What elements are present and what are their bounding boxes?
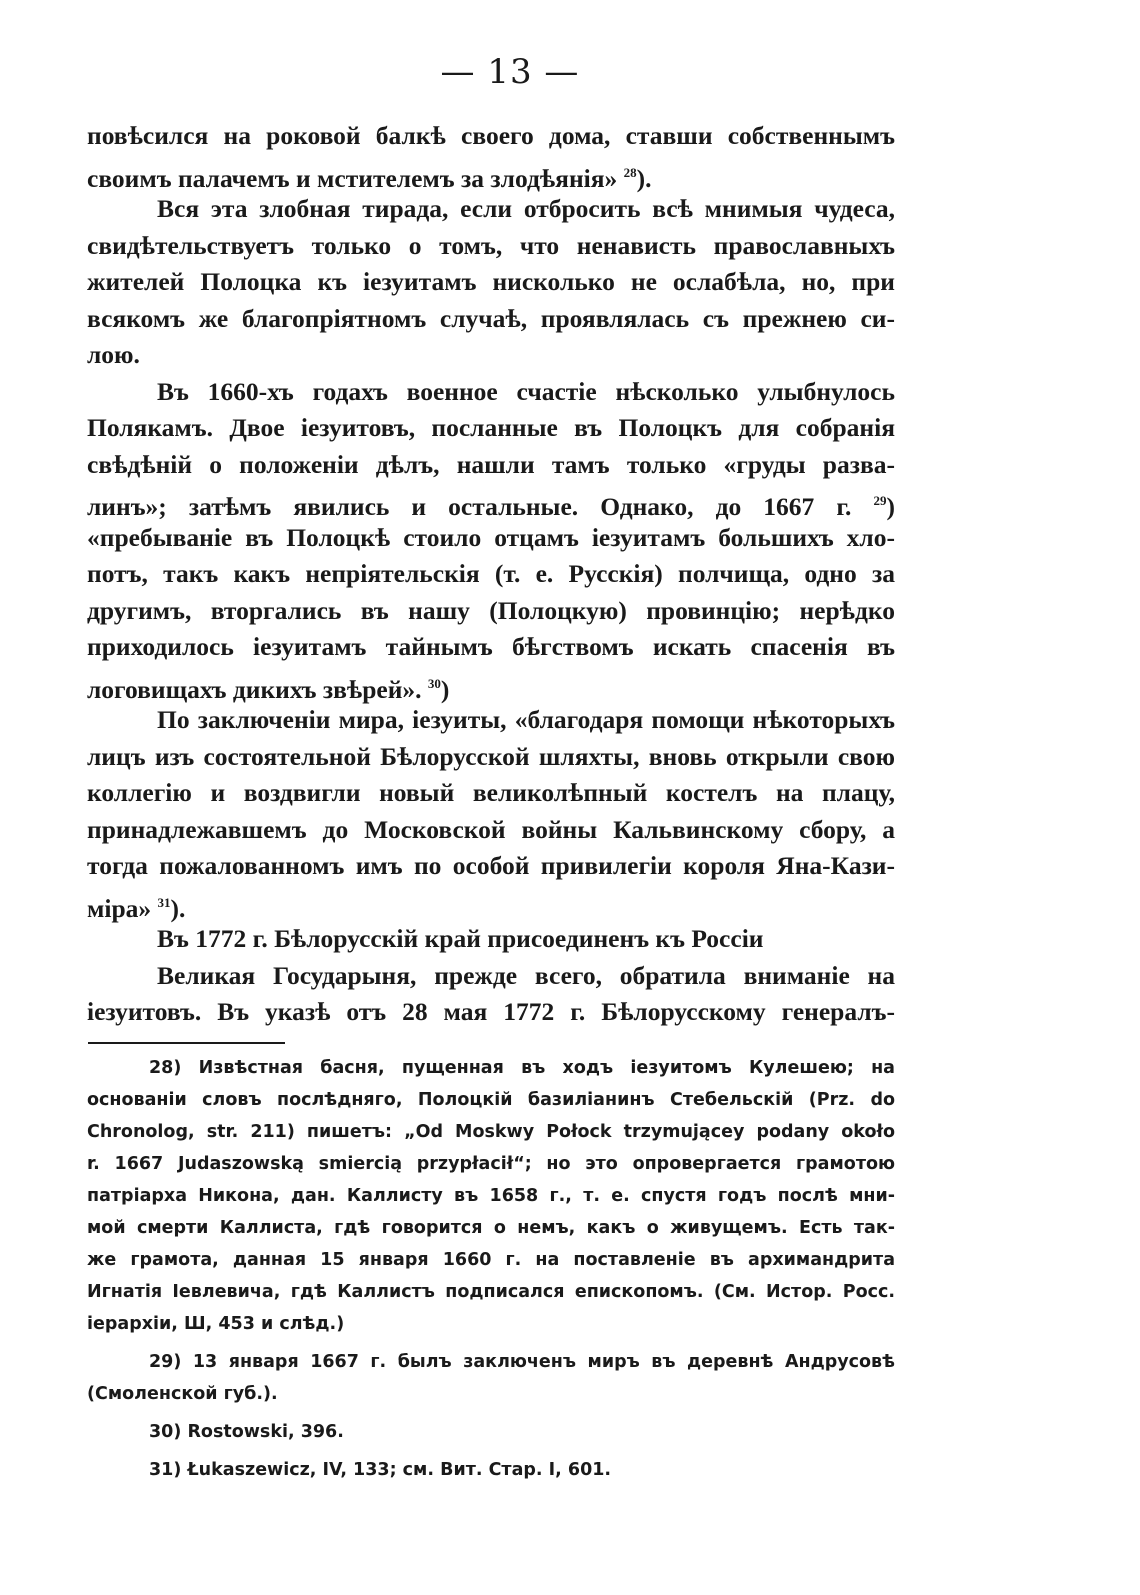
footnote-28 <box>87 1052 895 1340</box>
paragraph-5 <box>87 921 895 958</box>
paragraph-4 <box>87 702 895 921</box>
text-line: Въ 1660-хъ годахъ военное счастіе нѣсколько улыбнулось <box>157 376 895 406</box>
text-span: ) <box>440 674 450 704</box>
footnote-line: основаніи словъ послѣдняго, Полоцкій базиліанинъ Стебельскій (Prz. do <box>87 1090 895 1110</box>
text-span: ). <box>636 163 652 193</box>
text-line <box>87 666 895 703</box>
footnote-line: 31) Łukaszewicz, IV, 133; см. Вит. Стар. I, 601. <box>149 1460 612 1480</box>
text-line: Вся эта злобная тирада, если отбросить всѣ мнимыя чудеса, <box>157 194 895 223</box>
footnote-31 <box>87 1454 895 1486</box>
footnote-divider <box>88 1042 285 1044</box>
footnote-line: (Смоленской губ.). <box>87 1384 278 1404</box>
text-span: міра» <box>87 893 152 923</box>
paragraph-3 <box>87 374 895 703</box>
text-line: лою. <box>87 340 140 369</box>
text-span: ) <box>886 492 895 521</box>
text-line: повѣсился на роковой балкѣ своего дома, ставши собственнымъ <box>87 121 895 150</box>
footnote-line: же грамота, данная 15 января 1660 г. на поставленіе въ архимандрита <box>87 1250 895 1270</box>
text-line: По заключеніи мира, іезуиты, «благодаря помощи нѣкоторыхъ <box>157 705 895 734</box>
text-line <box>87 483 895 520</box>
text-line: принадлежавшемъ до Московской войны Кальвинскому сбору, а <box>87 814 895 844</box>
text-line: всякомъ же благопріятномъ случаѣ, проявлялась съ прежнею си- <box>87 303 895 333</box>
text-line: свидѣтельствуетъ только о томъ, что ненависть православныхъ <box>87 230 895 260</box>
footnote-ref-30[interactable]: 30 <box>427 675 441 691</box>
text-line: потъ, такъ какъ непріятельскія (т. е. Русскія) полчища, одно за <box>87 559 895 588</box>
text-span: линъ»; затѣмъ явились и остальные. Однако, до 1667 г. <box>87 492 852 521</box>
paragraph-6 <box>87 958 895 1031</box>
footnote-ref-31[interactable]: 31 <box>157 894 171 910</box>
text-line: коллегію и воздвигли новый великолѣпный костелъ на плацу, <box>87 778 895 807</box>
footnote-line: 29) 13 января 1667 г. былъ заключенъ миръ въ деревнѣ Андрусовѣ <box>149 1352 895 1372</box>
text-line: свѣдѣній о положеніи дѣлъ, нашли тамъ только «груды разва- <box>87 449 895 479</box>
footnote-line: іерархіи, Ш, 453 и слѣд.) <box>87 1314 345 1334</box>
text-span: ). <box>170 893 186 923</box>
text-line: тогда пожалованномъ имъ по особой привилегіи короля Яна-Кази- <box>87 851 895 880</box>
footnote-line: патріарха Никона, дан. Каллисту въ 1658 г., т. е. спустя годъ послѣ мни- <box>87 1186 895 1206</box>
text-line: Великая Государыня, прежде всего, обратила вниманіе на <box>157 960 895 990</box>
text-line: приходилось іезуитамъ тайнымъ бѣгствомъ искать спасенія въ <box>87 632 895 661</box>
footnote-30 <box>87 1416 895 1448</box>
footnote-29 <box>87 1346 895 1410</box>
text-line: другимъ, вторгались въ нашу (Полоцкую) провинцію; нерѣдко <box>87 595 895 625</box>
text-span: своимъ палачемъ и мстителемъ за злодѣянія» <box>87 163 618 193</box>
text-line: Въ 1772 г. Бѣлорусскій край присоединенъ къ Россіи <box>157 924 764 953</box>
page-number: — 13 — <box>440 52 580 92</box>
paragraph-2 <box>87 191 895 374</box>
footnote-line: Игнатія Іевлевича, гдѣ Каллистъ подписался епископомъ. (См. Истор. Росс. <box>87 1282 895 1302</box>
footnote-line: Chronolog, str. 211) пишетъ: „Od Moskwy Połock trzymującey podany około <box>87 1122 895 1142</box>
footnote-line: 30) Rostowski, 396. <box>149 1422 344 1442</box>
footnote-ref-28[interactable]: 28 <box>623 164 637 180</box>
text-line <box>87 885 895 922</box>
text-line <box>87 155 895 192</box>
footnotes <box>87 1052 895 1486</box>
text-line: іезуитовъ. Въ указѣ отъ 28 мая 1772 г. Бѣлорусскому генералъ- <box>87 997 895 1026</box>
footnote-line: 28) Извѣстная басня, пущенная въ ходъ іезуитомъ Кулешею; на <box>149 1058 895 1078</box>
text-line: Полякамъ. Двое іезуитовъ, посланные въ Полоцкъ для собранія <box>87 413 895 442</box>
footnote-ref-29[interactable]: 29 <box>873 493 887 508</box>
text-span: логовищахъ дикихъ звѣрей». <box>87 674 422 704</box>
text-line: «пребываніе въ Полоцкѣ стоило отцамъ іезуитамъ большихъ хло- <box>87 522 895 552</box>
footnote-line: r. 1667 Judaszowską smiercią przypłacił“; но это опровергается грамотою <box>87 1154 895 1174</box>
text-line: лицъ изъ состоятельной Бѣлорусской шляхты, вновь открыли свою <box>87 741 895 771</box>
footnote-line: мой смерти Каллиста, гдѣ говорится о немъ, какъ о живущемъ. Есть так- <box>87 1218 895 1238</box>
paragraph-1 <box>87 118 895 191</box>
main-text <box>87 118 895 1031</box>
text-line: жителей Полоцка къ іезуитамъ нисколько не ослабѣла, но, при <box>87 267 895 296</box>
